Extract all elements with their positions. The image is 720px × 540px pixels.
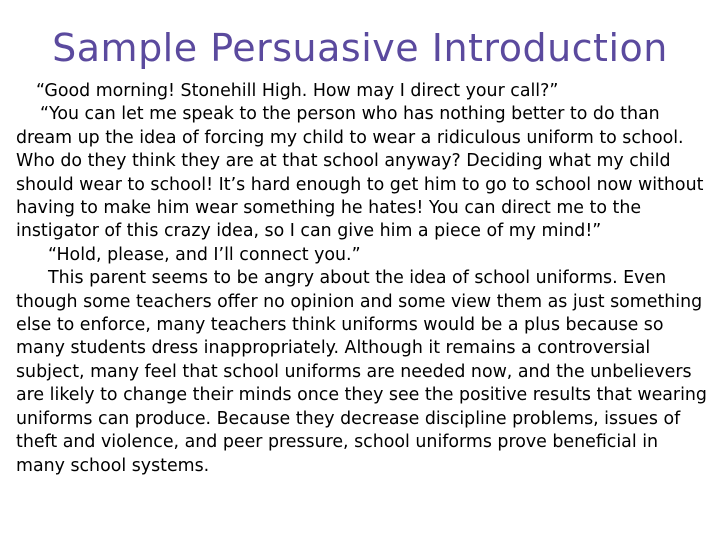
paragraph-receptionist-greeting: “Good morning! Stonehill High. How may I direct your call?”	[36, 81, 559, 101]
paragraph-receptionist-reply: “Hold, please, and I’ll connect you.”	[48, 244, 361, 265]
slide-body	[16, 80, 710, 478]
paragraph-parent-complaint: “You can let me speak to the person who has nothing better to do than dream up the idea of forcing my child to wear a ridiculous uniform to school. Who do they think they are at that school anyway? Deciding what my child should wear to school! It’s hard enough to get him to go to school now without having to make him wear something he hates! You can direct me to the instigator of this crazy idea, so I can give him a piece of my mind!”	[16, 104, 704, 242]
slide-title: Sample Persuasive Introduction	[52, 26, 668, 70]
paragraph-thesis: This parent seems to be angry about the idea of school uniforms. Even though some teachers offer no opinion and some view them as just something else to enforce, many teachers think uniforms would be a plus because so many students dress inappropriately. Although it remains a controversial subject, many feel that school uniforms are needed now, and the unbelievers are likely to change their minds once they see the positive results that wearing uniforms can produce. Because they decrease discipline problems, issues of theft and violence, and peer pressure, school uniforms prove beneficial in many school systems.	[16, 268, 707, 476]
